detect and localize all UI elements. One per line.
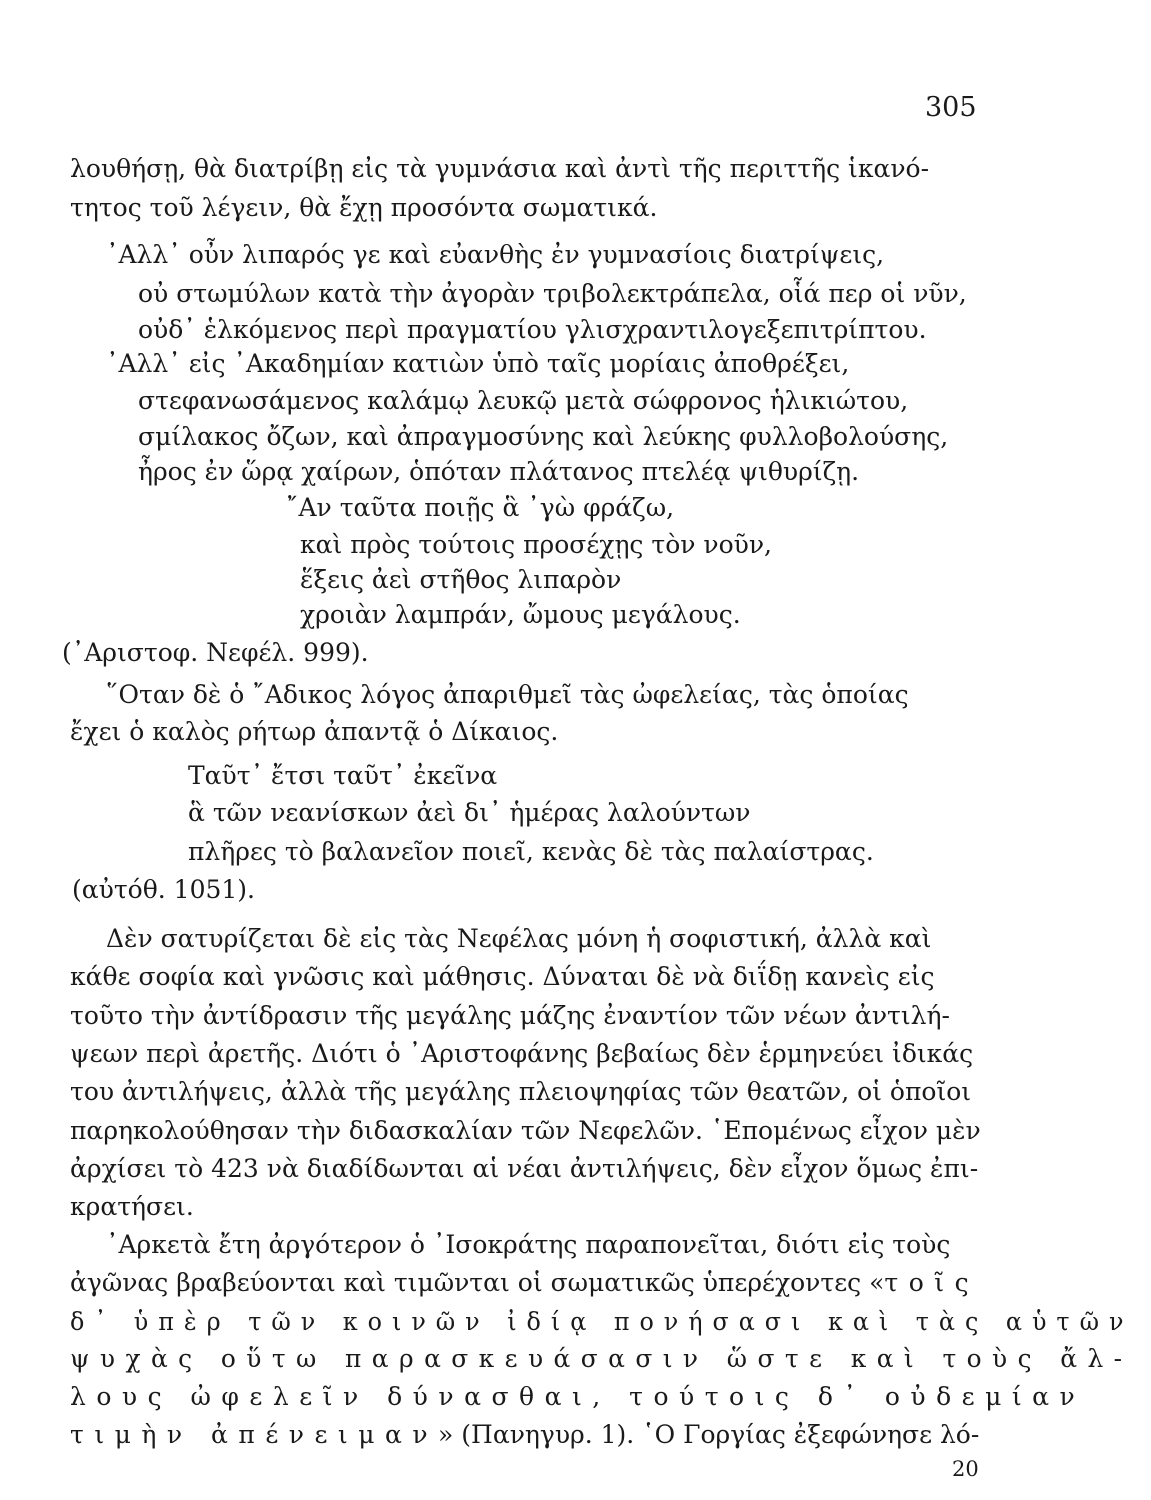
spaced-text: τοῖς (884, 1267, 980, 1297)
text-line: τοῦτο τὴν ἀντίδρασιν τῆς μεγάλης μάζης ἐναντίον τῶν νέων ἀντιλή- (70, 1000, 950, 1030)
spaced-text-line: δ᾿ ὑπὲρ τῶν κοινῶν ἰδίᾳ πονήσασι καὶ τὰς αὑτῶν (70, 1306, 1134, 1336)
text-line: Δὲν σατυρίζεται δὲ εἰς τὰς Νεφέλας μόνη ἡ σοφιστική, ἀλλὰ καὶ (106, 923, 932, 953)
quote-line: πλῆρες τὸ βαλανεῖον ποιεῖ, κενὰς δὲ τὰς παλαίστρας. (188, 837, 874, 867)
text-line: κάθε σοφία καὶ γνῶσις καὶ μάθησις. Δύναται δὲ νὰ διΐδῃ κανεὶς εἰς (70, 961, 935, 991)
signature-mark: 20 (952, 1457, 979, 1481)
text-line: λουθήσῃ, θὰ διατρίβῃ εἰς τὰ γυμνάσια καὶ ἀντὶ τῆς περιττῆς ἱκανό- (70, 154, 930, 183)
text-line: ἔχει ὁ καλὸς ρήτωρ ἀπαντᾷ ὁ Δίκαιος. (70, 716, 559, 746)
reference: (᾿Αριστοφ. Νεφέλ. 999). (62, 638, 369, 668)
spaced-text: τιμὴν ἀπένειμαν (70, 1420, 439, 1449)
page-number: 305 (925, 92, 977, 123)
text-line: ῞Οταν δὲ ὁ ῎Αδικος λόγος ἀπαριθμεῖ τὰς ὠφελείας, τὰς ὁποίας (106, 679, 909, 709)
text-line: του ἀντιλήψεις, ἀλλὰ τῆς μεγάλης πλειοψηφίας τῶν θεατῶν, οἱ ὁποῖοι (70, 1077, 972, 1106)
quote-line: οὐδ᾿ ἑλκόμενος περὶ πραγματίου γλισχραντιλογεξεπιτρίπτου. (138, 315, 927, 345)
quote-line: ἃ τῶν νεανίσκων ἀεὶ δι᾿ ἡμέρας λαλούντων (188, 797, 751, 827)
quote-line: ᾿Αλλ᾿ οὖν λιπαρός γε καὶ εὐανθὴς ἐν γυμνασίοις διατρίψεις, (106, 239, 885, 269)
quote-line: Ταῦτ᾿ ἔτσι ταῦτ᾿ ἐκεῖνα (188, 760, 498, 790)
text-span: ἀγῶνας βραβεύονται καὶ τιμῶνται οἱ σωματικῶς ὑπερέχοντες « (70, 1267, 885, 1297)
quote-line: ἕξεις ἀεὶ στῆθος λιπαρὸν (300, 565, 622, 595)
text-line (70, 1266, 979, 1300)
text-line: κρατήσει. (70, 1192, 194, 1222)
quote-line: ᾿Αλλ᾿ εἰς ᾿Ακαδημίαν κατιὼν ὑπὸ ταῖς μορίαις ἀποθρέξει, (106, 348, 850, 378)
quote-line: χροιὰν λαμπράν, ὤμους μεγάλους. (300, 600, 741, 630)
spaced-text-line: ψυχὰς οὕτω παρασκευάσασιν ὥστε καὶ τοὺς ἄλ- (70, 1344, 1133, 1374)
reference: (αὐτόθ. 1051). (72, 875, 255, 905)
quote-line: οὐ στωμύλων κατὰ τὴν ἀγορὰν τριβολεκτράπελα, οἷά περ οἱ νῦν, (138, 278, 967, 308)
text-span: » (Πανηγυρ. 1). ῾Ο Γοργίας ἐξεφώνησε λό- (438, 1420, 980, 1449)
text-line (70, 1418, 979, 1452)
quote-line: σμίλακος ὄζων, καὶ ἀπραγμοσύνης καὶ λεύκης φυλλοβολούσης, (138, 422, 949, 452)
text-line: τητος τοῦ λέγειν, θὰ ἔχῃ προσόντα σωματικά. (70, 192, 658, 222)
text-line: ἀρχίσει τὸ 423 νὰ διαδίδωνται αἱ νέαι ἀντιλήψεις, δὲν εἶχον ὅμως ἐπι- (70, 1153, 979, 1183)
quote-line: στεφανωσάμενος καλάμῳ λευκῷ μετὰ σώφρονος ἡλικιώτου, (138, 386, 909, 416)
spaced-text-line: λους ὠφελεῖν δύνασθαι, τούτοις δ᾿ οὐδεμίαν (70, 1382, 1086, 1412)
quote-line: καὶ πρὸς τούτοις προσέχῃς τὸν νοῦν, (300, 530, 772, 560)
quote-line: ἦρος ἐν ὥρᾳ χαίρων, ὁπόταν πλάτανος πτελέᾳ ψιθυρίζῃ. (138, 457, 860, 487)
quote-line: ῎Αν ταῦτα ποιῇς ἃ ᾿γὼ φράζω, (286, 493, 675, 523)
text-line: ψεων περὶ ἀρετῆς. Διότι ὁ ᾿Αριστοφάνης βεβαίως δὲν ἑρμηνεύει ἰδικάς (70, 1039, 974, 1069)
text-line: παρηκολούθησαν τὴν διδασκαλίαν τῶν Νεφελῶν. ῾Επομένως εἶχον μὲν (70, 1115, 981, 1145)
text-line: ᾿Αρκετὰ ἔτη ἀργότερον ὁ ᾿Ισοκράτης παραπονεῖται, διότι εἰς τοὺς (106, 1230, 951, 1260)
